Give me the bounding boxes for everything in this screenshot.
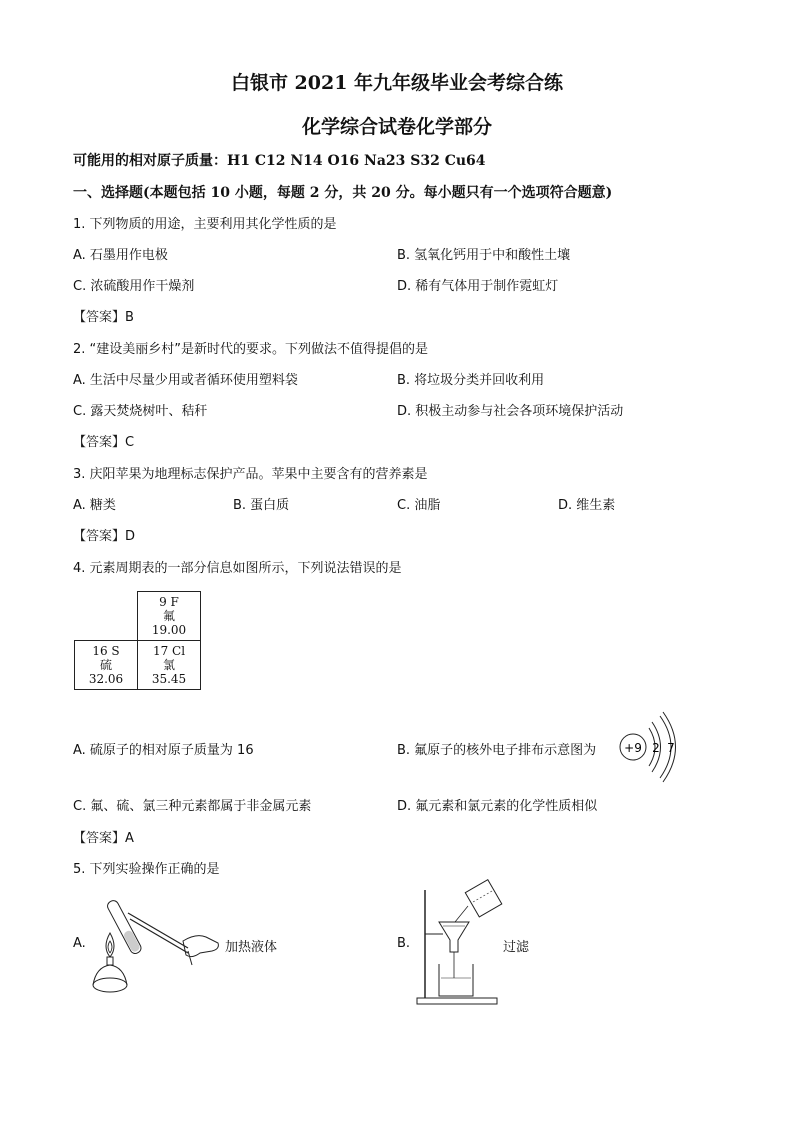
answer-line [73, 827, 134, 846]
section-heading: 一、选择题(本题包括 10 小题，每题 2 分，共 20 分。每小题只有一个选项符合题意) [73, 185, 613, 201]
option-a: A. 生活中尽量少用或者循环使用塑料袋 [73, 373, 298, 388]
answer-label: 【答案】 [73, 529, 126, 544]
option-a: A. 糖类 [73, 498, 116, 513]
element-mass: 32.06 [88, 672, 124, 686]
element-mass: 19.00 [151, 623, 187, 637]
element-number-symbol: 17 Cl [152, 644, 186, 658]
illustration-label: 加热液体 [225, 940, 278, 955]
filtration-illustration [413, 878, 503, 1008]
question-stem: 4. 元素周期表的一部分信息如图所示，下列说法错误的是 [73, 561, 402, 576]
option-a: A. 石墨用作电极 [73, 248, 168, 263]
answer-value: A [125, 831, 134, 846]
nucleus-charge: +9 [624, 741, 642, 755]
question-stem: 5. 下列实验操作正确的是 [73, 862, 220, 877]
answer-line [73, 525, 135, 544]
element-cell-sulfur [75, 641, 138, 690]
question-stem: 1. 下列物质的用途，主要利用其化学性质的是 [73, 217, 337, 232]
answer-line [73, 431, 134, 450]
element-mass: 35.45 [151, 672, 187, 686]
question-stem: 2. “建设美丽乡村”是新时代的要求。下列做法不值得提倡的是 [73, 342, 429, 357]
option-b: B. 氢氧化钙用于中和酸性土壤 [397, 248, 571, 263]
option-b: B. [397, 936, 411, 951]
fluorine-atom-diagram [615, 710, 695, 782]
option-d: D. 氟元素和氯元素的化学性质相似 [397, 799, 598, 814]
heating-liquid-illustration [88, 893, 228, 1003]
element-number-symbol: 16 S [92, 644, 120, 658]
answer-value: C [125, 435, 135, 450]
element-cell-fluorine [138, 592, 201, 641]
option-c: C. 浓硫酸用作干燥剂 [73, 279, 195, 294]
element-number-symbol: 9 F [159, 595, 179, 609]
question-stem: 3. 庆阳苹果为地理标志保护产品。苹果中主要含有的营养素是 [73, 467, 428, 482]
option-b: B. 将垃圾分类并回收利用 [397, 373, 545, 388]
element-name: 氯 [162, 658, 175, 672]
page-subtitle: 化学综合试卷化学部分 [301, 116, 492, 138]
atomic-masses-line: 可能用的相对原子质量：H1 C12 N14 O16 Na23 S32 Cu64 [73, 153, 486, 169]
option-c: C. 氟、硫、氯三种元素都属于非金属元素 [73, 799, 312, 814]
page-title: 白银市 2021 年九年级毕业会考综合练 [230, 72, 564, 94]
shell-2-electrons: 7 [667, 741, 675, 755]
option-a: A. [73, 936, 86, 951]
shell-1-electrons: 2 [652, 741, 660, 755]
option-c: C. 露天焚烧树叶、秸秆 [73, 404, 208, 419]
illustration-label: 过滤 [503, 940, 530, 955]
answer-label: 【答案】 [73, 310, 126, 325]
element-name: 硫 [99, 658, 112, 672]
option-a: A. 硫原子的相对原子质量为 16 [73, 743, 254, 758]
answer-label: 【答案】 [73, 435, 126, 450]
option-b: B. 氟原子的核外电子排布示意图为 [397, 743, 597, 758]
answer-value: B [125, 310, 134, 325]
option-b: B. 蛋白质 [233, 498, 290, 513]
answer-line [73, 306, 134, 325]
answer-label: 【答案】 [73, 831, 126, 846]
answer-value: D [125, 529, 136, 544]
option-d: D. 维生素 [558, 498, 616, 513]
option-d: D. 稀有气体用于制作霓虹灯 [397, 279, 559, 294]
option-c: C. 油脂 [397, 498, 441, 513]
periodic-table-excerpt [74, 591, 201, 690]
option-d: D. 积极主动参与社会各项环境保护活动 [397, 404, 624, 419]
element-cell-chlorine [138, 641, 201, 690]
element-name: 氟 [162, 609, 175, 623]
